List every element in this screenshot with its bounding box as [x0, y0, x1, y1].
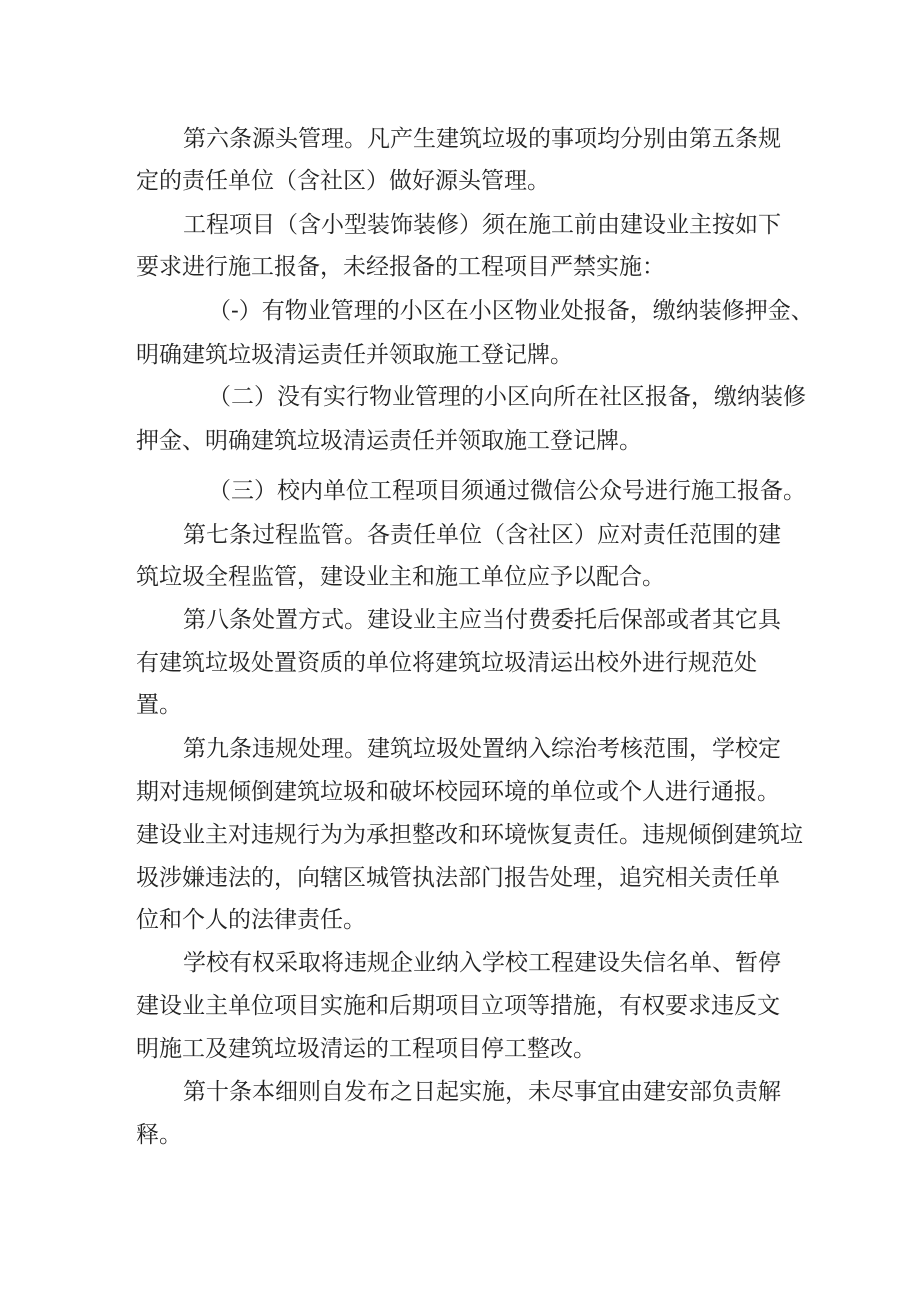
- text-line: 押金、明确建筑垃圾清运责任并领取施工登记牌。: [136, 428, 642, 454]
- text-line: 期对违规倾倒建筑垃圾和破坏校园环境的单位或个人进行通报。: [136, 779, 780, 805]
- text-line: 释。: [136, 1122, 182, 1148]
- text-line: 位和个人的法律责任。: [136, 907, 366, 933]
- text-line: 建设业主对违规行为为承担整改和环境恢复责任。违规倾倒建筑垃: [136, 822, 803, 848]
- text-line: 第九条违规处理。建筑垃圾处置纳入综治考核范围，学校定: [183, 736, 781, 762]
- text-line: 明施工及建筑垃圾清运的工程项目停工整改。: [136, 1036, 596, 1062]
- text-line: 置。: [136, 692, 182, 718]
- text-line: 要求进行施工报备，未经报备的工程项目严禁实施：: [136, 254, 665, 280]
- text-line: 有建筑垃圾处置资质的单位将建筑垃圾清运出校外进行规范处: [136, 650, 757, 676]
- text-line: 第七条过程监管。各责任单位（含社区）应对责任范围的建: [183, 522, 781, 548]
- text-line: （二）没有实行物业管理的小区向所在社区报备，缴纳装修: [208, 384, 806, 410]
- text-line: （三）校内单位工程项目须通过微信公众号进行施工报备。: [208, 478, 806, 504]
- text-line: 明确建筑垃圾清运责任并领取施工登记牌。: [136, 342, 573, 368]
- text-line: 第六条源头管理。凡产生建筑垃圾的事项均分别由第五条规: [183, 126, 781, 152]
- text-line: 工程项目（含小型装饰装修）须在施工前由建设业主按如下: [183, 212, 781, 238]
- text-line: 建设业主单位项目实施和后期项目立项等措施，有权要求违反文: [136, 993, 780, 1019]
- text-line: 筑垃圾全程监管，建设业主和施工单位应予以配合。: [136, 564, 665, 590]
- text-line: 圾涉嫌违法的，向辖区城管执法部门报告处理，追究相关责任单: [136, 865, 780, 891]
- text-line: 学校有权采取将违规企业纳入学校工程建设失信名单、暂停: [183, 950, 781, 976]
- text-line: （-）有物业管理的小区在小区物业处报备，缴纳装修押金、: [208, 298, 814, 324]
- text-line: 第八条处置方式。建设业主应当付费委托后保部或者其它具: [183, 607, 781, 633]
- text-line: 定的责任单位（含社区）做好源头管理。: [136, 168, 550, 194]
- text-line: 第十条本细则自发布之日起实施，未尽事宜由建安部负责解: [183, 1079, 781, 1105]
